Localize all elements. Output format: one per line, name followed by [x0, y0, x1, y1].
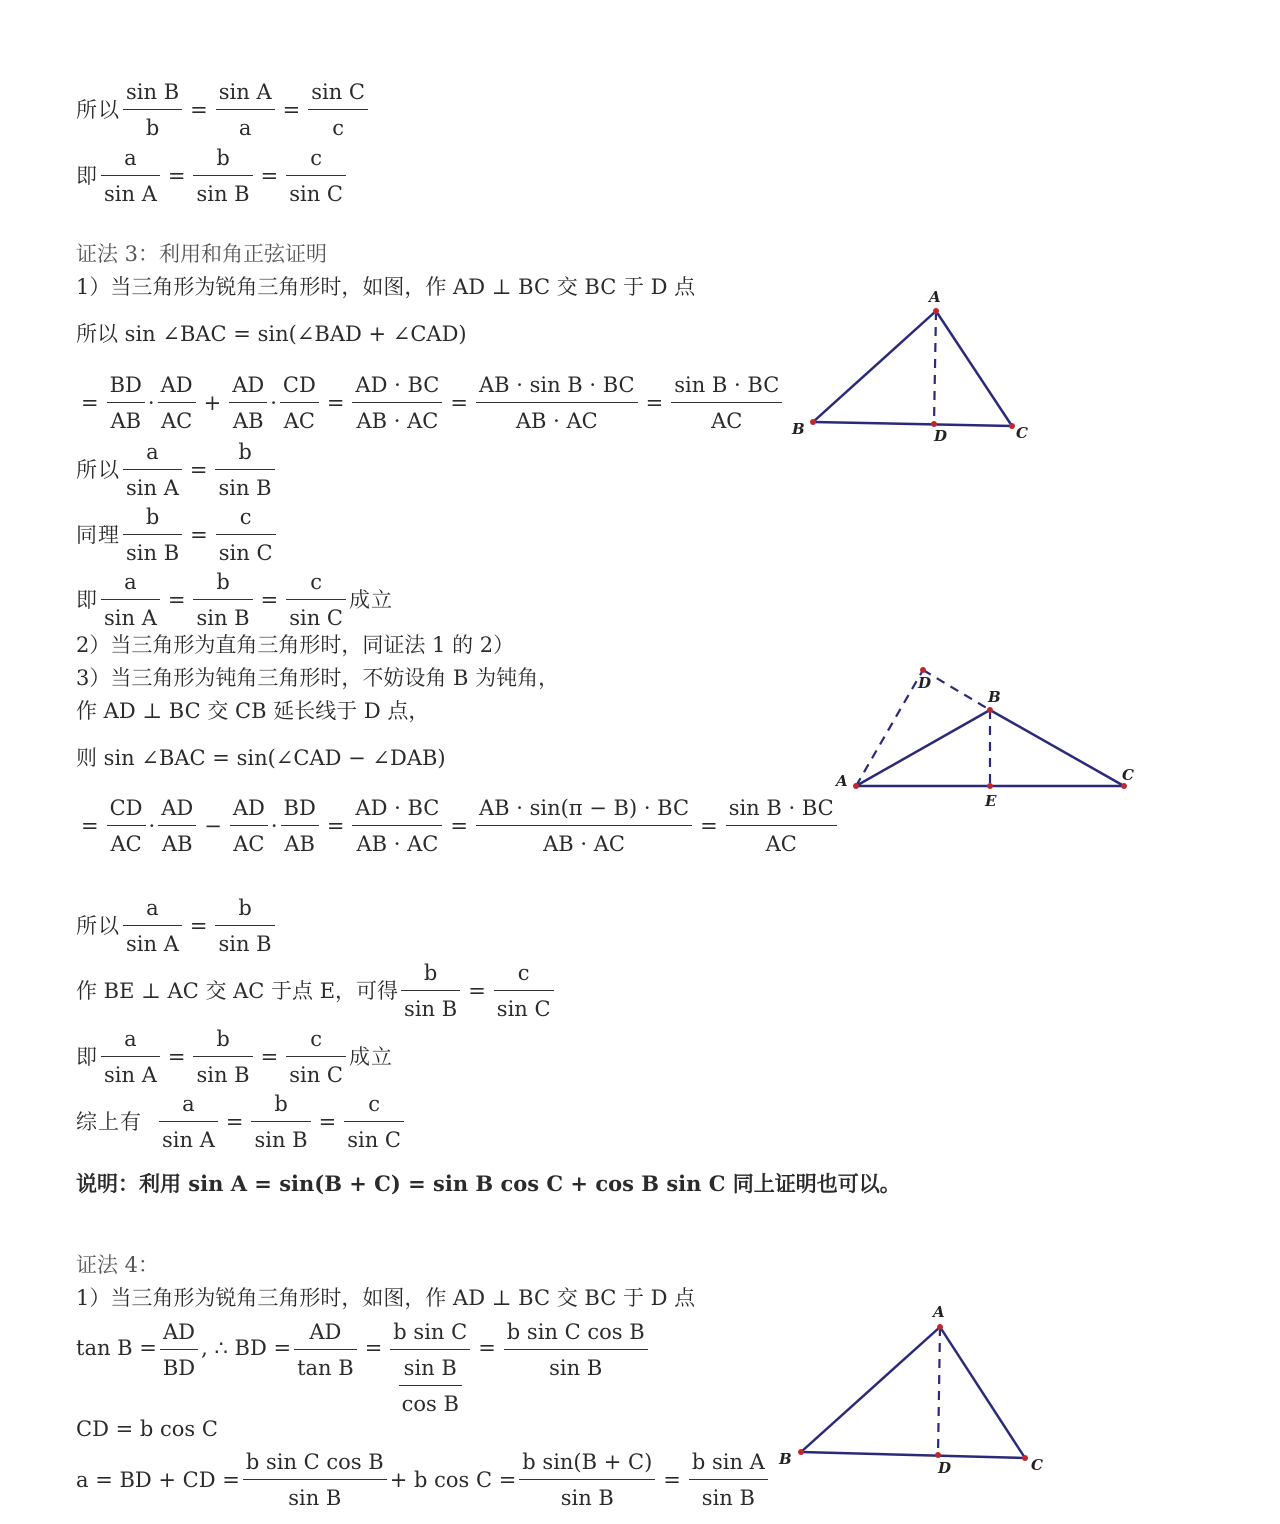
- side-ac: [936, 311, 1012, 426]
- denominator: tan B: [297, 1356, 354, 1381]
- dot: ·: [270, 813, 278, 838]
- prefix: 即: [76, 163, 98, 188]
- denominator: AB · AC: [515, 409, 598, 434]
- numerator: b sin C cos B: [245, 1450, 384, 1474]
- be-text: 作 BE ⊥ AC 交 AC 于点 E，可得: [76, 978, 399, 1003]
- denominator: sin C: [496, 997, 551, 1022]
- side-ab: [813, 311, 936, 422]
- numerator: b: [238, 440, 252, 464]
- numerator: a: [124, 146, 137, 170]
- proof3-case1: 1）当三角形为锐角三角形时，如图，作 AD ⊥ BC 交 BC 于 D 点: [76, 275, 696, 299]
- point-b: [798, 1449, 804, 1455]
- label-e: E: [985, 792, 997, 810]
- equals: =: [190, 522, 208, 547]
- denominator: AC: [110, 832, 142, 857]
- numerator: CD: [109, 796, 143, 820]
- denominator: sin A: [126, 932, 179, 957]
- numerator: sin B · BC: [728, 796, 834, 820]
- point-e: [987, 783, 993, 789]
- numerator: sin A: [218, 80, 272, 104]
- figure-acute-triangle: [791, 288, 1028, 445]
- equals: =: [645, 390, 664, 415]
- figure-acute-triangle-2: [778, 1303, 1043, 1477]
- side-bc: [813, 422, 1012, 426]
- numerator: a: [124, 1027, 137, 1051]
- numerator: sin B: [126, 80, 180, 104]
- point-b: [987, 707, 993, 713]
- plus: +: [203, 390, 222, 415]
- dot: ·: [148, 813, 156, 838]
- equals: =: [468, 978, 486, 1003]
- denominator: sin B: [404, 997, 458, 1022]
- denominator: sin A: [126, 476, 179, 501]
- denominator: AB: [110, 409, 142, 434]
- denominator: AB: [161, 832, 193, 857]
- denominator: sin A: [104, 606, 157, 631]
- denominator: sin C: [289, 606, 343, 631]
- denominator: sin A: [104, 1063, 157, 1088]
- altitude-ad: [934, 311, 936, 424]
- proof4-heading: 证法 4：: [76, 1253, 160, 1277]
- denominator: AC: [160, 409, 193, 434]
- numerator: sin C: [311, 80, 365, 104]
- denominator: AB: [284, 832, 315, 857]
- equals: =: [326, 813, 345, 838]
- denominator: sin C: [289, 1063, 343, 1088]
- equals: =: [700, 813, 718, 838]
- numerator: AB · sin(π − B) · BC: [478, 796, 690, 820]
- suffix: 成立: [348, 1044, 393, 1069]
- proof3-case3b: 作 AD ⊥ BC 交 CB 延长线于 D 点，: [76, 699, 430, 723]
- denominator: sin B: [218, 932, 272, 957]
- prefix: 同理: [76, 522, 120, 547]
- label-c: C: [1122, 766, 1134, 784]
- numerator: b sin C: [393, 1320, 468, 1344]
- label-b: B: [988, 688, 1001, 706]
- prefix: 即: [76, 587, 98, 612]
- prefix: 所以: [76, 457, 120, 482]
- numerator: c: [239, 505, 252, 529]
- denominator: BD: [162, 1356, 196, 1381]
- suffix: 成立: [348, 587, 393, 612]
- a-lhs: a = BD + CD =: [76, 1467, 240, 1492]
- numerator: b: [238, 896, 252, 920]
- prefix: 综上有: [76, 1109, 142, 1134]
- equals: =: [260, 1044, 279, 1069]
- numerator: c: [517, 961, 530, 985]
- therefore-text: , ∴ BD =: [201, 1336, 292, 1360]
- numerator: b sin A: [691, 1450, 765, 1474]
- proof4-case1: 1）当三角形为锐角三角形时，如图，作 AD ⊥ BC 交 BC 于 D 点: [76, 1286, 696, 1310]
- prefix: 所以: [76, 97, 120, 122]
- equals: =: [450, 390, 468, 415]
- denominator: sin A: [162, 1128, 215, 1153]
- point-a: [853, 783, 859, 789]
- point-d: [935, 1452, 941, 1458]
- point-a: [937, 1324, 943, 1330]
- denominator: sin B: [549, 1356, 603, 1381]
- equals: =: [167, 163, 186, 188]
- denominator: sin C: [289, 182, 343, 207]
- numerator: AD · BC: [355, 373, 440, 397]
- denominator: AC: [283, 409, 315, 434]
- label-c: C: [1031, 1456, 1043, 1474]
- side-bc: [990, 710, 1124, 786]
- numerator: b: [216, 570, 230, 594]
- numerator: AD: [163, 1320, 196, 1344]
- numerator: c: [310, 570, 322, 594]
- extension-bd: [923, 670, 990, 710]
- denominator: sin B: [196, 182, 250, 207]
- dot: ·: [147, 390, 155, 415]
- equals: =: [167, 1044, 186, 1069]
- numerator: AB · sin B · BC: [478, 373, 635, 397]
- denominator: AC: [233, 832, 265, 857]
- equals: =: [225, 1109, 244, 1134]
- altitude-ad: [938, 1327, 940, 1455]
- numerator: c: [310, 146, 322, 170]
- numerator: c: [368, 1092, 380, 1116]
- numerator: sin B: [403, 1356, 457, 1381]
- denominator: sin B: [126, 541, 180, 566]
- numerator: AD: [232, 796, 265, 820]
- numerator: b sin C cos B: [506, 1320, 645, 1344]
- denominator: sin B: [288, 1486, 342, 1511]
- proof3-case3: 3）当三角形为钝角三角形时，不妨设角 B 为钝角，: [76, 666, 560, 690]
- numerator: a: [124, 570, 137, 594]
- denominator: sin B: [218, 476, 272, 501]
- label-c: C: [1016, 424, 1028, 442]
- denominator: sin A: [104, 182, 157, 207]
- label-d: D: [934, 427, 948, 445]
- label-d: D: [918, 674, 932, 692]
- denominator: c: [332, 116, 344, 141]
- denominator: AB · AC: [356, 832, 439, 857]
- denominator: AB: [232, 409, 264, 434]
- figure-obtuse-triangle: [834, 667, 1134, 810]
- numerator: a: [182, 1092, 195, 1116]
- label-b: B: [792, 420, 805, 438]
- side-ab: [801, 1327, 940, 1452]
- label-a: A: [929, 288, 941, 306]
- equals: =: [260, 587, 279, 612]
- side-ac: [940, 1327, 1025, 1458]
- plus-term: + b cos C =: [389, 1467, 517, 1492]
- denominator: sin C: [218, 541, 273, 566]
- denominator: AC: [765, 832, 797, 857]
- numerator: b: [423, 961, 438, 985]
- label-d: D: [938, 1459, 952, 1477]
- denominator: sin B: [196, 606, 250, 631]
- denominator: a: [238, 116, 252, 141]
- altitude-ad: [856, 670, 923, 786]
- point-c: [1022, 1455, 1028, 1461]
- equals: =: [326, 390, 345, 415]
- numerator: b: [145, 505, 160, 529]
- proof4-cd-line: CD = b cos C: [76, 1417, 218, 1441]
- equals: =: [81, 813, 99, 838]
- side-ab: [856, 710, 990, 786]
- equals: =: [167, 587, 186, 612]
- denominator: sin B: [196, 1063, 250, 1088]
- equals: =: [663, 1467, 681, 1492]
- side-bc: [801, 1452, 1025, 1458]
- equals: =: [189, 457, 208, 482]
- denominator: sin B: [254, 1128, 308, 1153]
- denominator: sin B: [701, 1486, 755, 1511]
- numerator: BD: [109, 373, 142, 397]
- denominator: sin B: [560, 1486, 614, 1511]
- equals: =: [478, 1336, 496, 1360]
- equals: =: [190, 97, 208, 122]
- numerator: b: [274, 1092, 288, 1116]
- label-b: B: [779, 1450, 792, 1468]
- denominator: AC: [711, 409, 743, 434]
- numerator: CD: [282, 373, 316, 397]
- equals: =: [189, 913, 208, 938]
- label-a: A: [836, 772, 848, 790]
- numerator: AD · BC: [355, 796, 440, 820]
- proof3-note: 说明：利用 sin A = sin(B + C) = sin B cos C + cos B sin C 同上证明也可以。: [76, 1171, 901, 1196]
- dot: ·: [270, 390, 277, 415]
- prefix: 即: [76, 1044, 98, 1069]
- equals: =: [364, 1336, 383, 1360]
- proof3-heading: 证法 3：利用和角正弦证明: [76, 242, 328, 266]
- equals: =: [260, 163, 279, 188]
- denominator: cos B: [401, 1392, 459, 1417]
- point-c: [1009, 423, 1015, 429]
- numerator: b: [216, 146, 230, 170]
- equals: =: [81, 390, 99, 415]
- numerator: AD: [161, 796, 194, 820]
- numerator: BD: [283, 796, 316, 820]
- numerator: b sin(B + C): [522, 1450, 653, 1474]
- proof3-case2: 2）当三角形为直角三角形时，同证法 1 的 2）: [76, 633, 515, 657]
- proof3-then-sin: 则 sin ∠BAC = sin(∠CAD − ∠DAB): [76, 746, 446, 770]
- numerator: b: [216, 1027, 230, 1051]
- equals: =: [450, 813, 468, 838]
- numerator: c: [310, 1027, 322, 1051]
- equals: =: [282, 97, 301, 122]
- point-a: [933, 308, 939, 314]
- minus: −: [204, 813, 222, 838]
- numerator: a: [146, 440, 159, 464]
- numerator: AD: [309, 1320, 342, 1344]
- point-b: [810, 419, 816, 425]
- numerator: sin B · BC: [674, 373, 780, 397]
- numerator: AD: [160, 373, 193, 397]
- equals: =: [318, 1109, 337, 1134]
- tan-lhs: tan B =: [76, 1336, 157, 1360]
- prefix: 所以: [76, 913, 120, 938]
- denominator: b: [145, 116, 160, 141]
- label-a: A: [933, 1303, 945, 1321]
- denominator: AB · AC: [543, 832, 625, 857]
- numerator: a: [146, 896, 159, 920]
- denominator: AB · AC: [356, 409, 439, 434]
- denominator: sin C: [347, 1128, 401, 1153]
- numerator: AD: [232, 373, 265, 397]
- proof3-sin-line: 所以 sin ∠BAC = sin(∠BAD + ∠CAD): [76, 322, 467, 346]
- point-d: [920, 667, 926, 673]
